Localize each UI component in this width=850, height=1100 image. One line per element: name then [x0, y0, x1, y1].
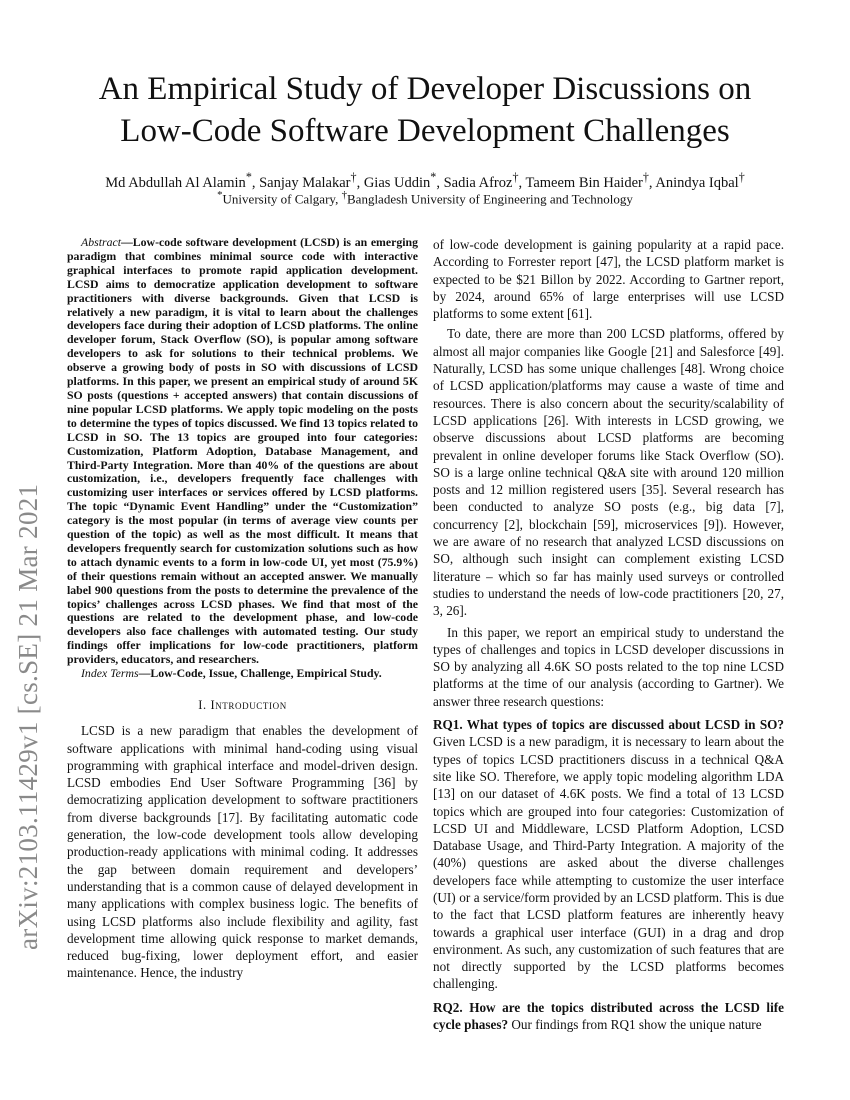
affiliation-mark: †	[512, 170, 519, 184]
intro-paragraph-2: To date, there are more than 200 LCSD platforms, offered by almost all major companies like Google [21] and Salesforce [49]. Naturally, LCSD has some unique challenges [48]. Wrong choice of LCSD application/platforms may cause a waste of time and resources. There is also concern about the security/scalability of LCSD applications [26]. With interests in LCSD growing, we observe discussions about LCSD platforms are becoming prevalent in online developer forums like Stack Overflow (SO). SO is a large online technical Q&A site with around 120 million posts and 12 million registered users [35]. Several research has been conducted to analyze SO posts (e.g., big data [7], concurrency [2], blockchain [59], microservices [9]). However, we are aware of no research that analyzed LCSD discussions on SO, although such insight can complement existing LCSD literature – which so far has mainly used surveys or controlled studies to understand the needs of low-code practitioners [20, 27, 3, 26].	[433, 326, 784, 619]
affiliation-name: Bangladesh University of Engineering and Technology	[347, 191, 633, 207]
section-heading	[67, 697, 418, 714]
affiliation-mark: †	[350, 170, 357, 184]
author-list: Md Abdullah Al Alamin*, Sanjay Malakar†, Gias Uddin*, Sadia Afroz†, Tameem Bin Haider†, Anindya Iqbal†	[105, 170, 745, 191]
right-column	[433, 236, 784, 1033]
title-line-1: An Empirical Study of Developer Discussions on	[98, 71, 752, 107]
rq2-text: Our findings from RQ1 show the unique nature	[508, 1017, 762, 1033]
intro-paragraph-3: In this paper, we report an empirical study to understand the types of challenges and topics in LCSD developer discussions in SO by analyzing all 4.6K SO posts related to the top nine LCSD platforms at the time of our analysis (according to Gartner). We answer three research questions:	[433, 624, 784, 709]
title-line-2: Low-Code Software Development Challenges	[120, 113, 730, 149]
author-name: Anindya Iqbal	[655, 174, 739, 191]
affiliation-mark: †	[642, 170, 649, 184]
rq1-label: RQ1. What types of topics are discussed about LCSD in SO?	[433, 717, 784, 733]
author-name: Sanjay Malakar	[259, 174, 351, 191]
research-question-2	[433, 999, 784, 1034]
index-terms-label: Index Terms	[81, 666, 139, 681]
index-terms-text: —Low-Code, Issue, Challenge, Empirical Study.	[138, 666, 382, 681]
intro-paragraph: LCSD is a new paradigm that enables the development of software applications with minimal hand-coding using visual programming with graphical interface and model-driven design. LCSD embodies End User Software Programming [36] by democratizing application development to software practitioners from diverse backgrounds [17]. By facilitating automatic code generation, the low-code development tools allow developing production-ready applications with minimal coding. It addresses the gap between domain requirement and developers’ understanding that is a common cause of delayed development in many applications with complex business logic. The benefits of using LCSD platforms also include flexibility and agility, fast development time allowing quick response to market demands, reduced bug-fixing, lower deployment effort, and easier maintenance. Hence, the industry	[67, 723, 418, 981]
abstract-label: Abstract	[81, 235, 121, 249]
index-terms	[67, 667, 418, 681]
author-name: Md Abdullah Al Alamin	[105, 174, 246, 191]
affiliation-name: University of Calgary,	[222, 191, 339, 207]
arxiv-identifier[interactable]: arXiv:2103.11429v1 [cs.SE] 21 Mar 2021	[13, 483, 43, 950]
author-name: Gias Uddin	[363, 174, 431, 191]
intro-paragraph-continued: of low-code development is gaining popularity at a rapid pace. According to Forrester report [47], the LCSD platform market is expected to be $21 Billon by 2022. According to Gartner report, by 2024, around 65% of large enterprises will use LCSD platforms to some extent [61].	[433, 237, 784, 322]
paper-title	[70, 68, 780, 152]
rq1-text: Given LCSD is a new paradigm, it is necessary to learn about the types of topics LCSD practitioners discuss in a technical Q&A site like SO. Therefore, we apply topic modeling algorithm LDA [13] on our dataset of 4.6K posts. We find a total of 13 LCSD topics which are grouped into four categories: Customization of LCSD UI and Middleware, LCSD Platform Adoption, LCSD Database Usage, and Third-Party Integration. A majority of the (40%) questions are asked about the diverse challenges developers face while attempting to customize the user interface (UI) or a service/form provided by an LCSD platform. This is due to the fact that LCSD platform features are inherently heavy towards a graphical user interface (GUI) in a drag and drop environment. As such, any customization of such features that are not directly supported by the LCSD platforms becomes challenging.	[433, 734, 784, 992]
left-column	[67, 236, 418, 982]
section-number: I.	[198, 698, 207, 712]
affiliation-mark: †	[341, 189, 347, 201]
affiliation-mark: †	[738, 170, 745, 184]
affiliation-mark: *	[245, 170, 252, 184]
affiliations	[60, 187, 790, 207]
rq2-label: RQ2. How are the topics distributed across the LCSD life cycle phases?	[433, 999, 784, 1033]
abstract-text: —Low-code software development (LCSD) is an emerging paradigm that combines minimal source code with interactive graphical interfaces to promote rapid application development. LCSD aims to democratize application development to software practitioners with diverse backgrounds. Given that LCSD is relatively a new paradigm, it is vital to learn about the challenges developers face during their adoption of LCSD platforms. The online developer forum, Stack Overflow (SO), is popular among software developers to ask for solutions to their technical problems. We observe a growing body of posts in SO with discussions of LCSD platforms. In this paper, we present an empirical study of around 5K SO posts (questions + accepted answers) that contain discussions of nine popular LCSD platforms. We apply topic modeling on the posts to determine the types of topics discussed. We find 13 topics related to LCSD in SO. The 13 topics are grouped into four categories: Customization, Platform Adoption, Database Management, and Third-Party Integration. More than 40% of the questions are about customization, i.e., developers frequently face challenges with customizing user interfaces or services offered by LCSD platforms. The topic “Dynamic Event Handling” under the “Customization” category is the most popular (in terms of average view counts per question of the topic) as well as the most difficult. It means that developers frequently search for customization solutions such as how to attach dynamic events to a form in low-code UI, yet most (75.9%) of their questions remain without an accepted answer. We manually label 900 questions from the posts to determine the prevalence of the topics’ challenges across LCSD phases. We find that most of the questions are related to the development phase, and low-code developers also face challenges with automated testing. Our study findings offer implications for low-code practitioners, platform providers, educators, and researchers.	[67, 235, 418, 667]
affiliation-mark: *	[430, 170, 437, 184]
research-question-1	[433, 716, 784, 993]
author-name: Tameem Bin Haider	[525, 174, 643, 191]
abstract	[67, 236, 418, 667]
author-name: Sadia Afroz	[443, 174, 513, 191]
section-title: Introduction	[210, 698, 287, 712]
affiliation-mark: *	[217, 189, 223, 201]
